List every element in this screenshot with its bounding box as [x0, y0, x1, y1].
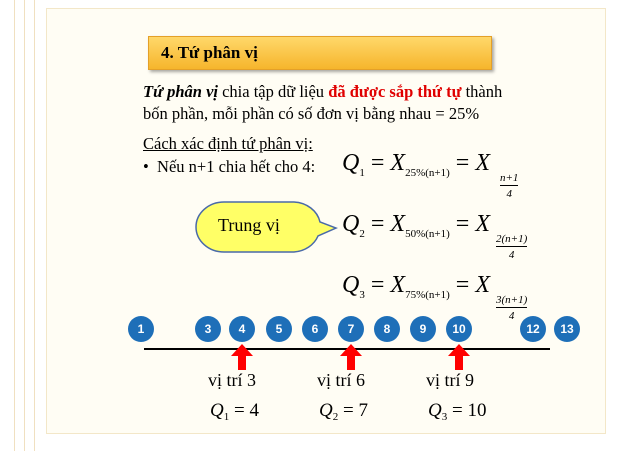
frac-num: 2(n+1) — [496, 233, 528, 245]
number-circle: 13 — [554, 316, 580, 342]
quartile-value — [210, 400, 259, 423]
position-label: vị trí 9 — [426, 370, 474, 390]
number-circle: 12 — [520, 316, 546, 342]
intro-line-2: bốn phần, mỗi phần có số đơn vị bằng nhau = 25% — [143, 104, 480, 123]
q-value: = 7 — [342, 400, 368, 421]
number-circle: 5 — [266, 316, 292, 342]
number-circle: 9 — [410, 316, 436, 342]
formula-q-sub: 3 — [359, 289, 365, 301]
frac-num: n+1 — [500, 172, 519, 184]
q-sub: 2 — [332, 411, 339, 423]
term: Tứ phân vị — [143, 82, 218, 101]
callout-text: Trung vị — [218, 215, 280, 235]
frac-num: 3(n+1) — [496, 294, 528, 306]
up-arrow-icon — [231, 344, 253, 370]
slide-title-box — [148, 36, 492, 70]
decor-line — [24, 0, 25, 451]
formula-x-sub: 25%(n+1) — [405, 167, 450, 179]
intro-text: chia tập dữ liệu — [217, 82, 329, 101]
number-circle: 10 — [446, 316, 472, 342]
formula-q: Q — [342, 211, 360, 237]
q-sub: 3 — [441, 411, 448, 423]
up-arrow-icon — [340, 344, 362, 370]
formula-q: Q — [342, 150, 360, 176]
fraction-q1 — [500, 172, 518, 200]
formula-q-sub: 2 — [359, 228, 365, 240]
frac-den: 4 — [508, 310, 515, 322]
q-symbol: Q — [210, 400, 224, 421]
q-value: = 10 — [451, 400, 487, 421]
slide-title: 4. Tứ phân vị — [161, 43, 258, 62]
method-heading: Cách xác định tứ phân vị: — [143, 134, 313, 153]
up-arrow-icon — [448, 344, 470, 370]
position-label: vị trí 6 — [317, 370, 365, 390]
position-label: vị trí 3 — [208, 370, 256, 390]
frac-den: 4 — [508, 249, 515, 261]
q-symbol: Q — [428, 400, 442, 421]
quartile-value — [319, 400, 368, 423]
decor-line — [14, 0, 15, 451]
number-circle: 6 — [302, 316, 328, 342]
number-circle: 4 — [229, 316, 255, 342]
formula-q-sub: 1 — [359, 167, 365, 179]
frac-den: 4 — [506, 188, 512, 200]
q-symbol: Q — [319, 400, 333, 421]
bullet-item: • Nếu n+1 chia hết cho 4: — [143, 157, 316, 176]
q-value: = 4 — [233, 400, 259, 421]
number-circle: 8 — [374, 316, 400, 342]
intro-line-1 — [143, 82, 502, 102]
bullet-text: Nếu n+1 chia hết cho 4: — [157, 157, 316, 176]
quartile-value — [428, 400, 486, 423]
formula-x-sub: 75%(n+1) — [405, 289, 450, 301]
formula-q1: $Q_1 = X_{25\%(n+1)} = X$ — [342, 150, 490, 179]
formula-q3: $Q_3 = X_{75\%(n+1)} = X$ — [342, 272, 490, 301]
number-circle: 7 — [338, 316, 364, 342]
number-circle: 3 — [195, 316, 221, 342]
formula-x-sub: 50%(n+1) — [405, 228, 450, 240]
q-sub: 1 — [223, 411, 230, 423]
decor-line — [34, 0, 35, 451]
formula-q2: $Q_2 = X_{50\%(n+1)} = X$ — [342, 211, 490, 240]
highlight-text: đã được sắp thứ tự — [328, 82, 462, 101]
fraction-q2 — [496, 233, 527, 261]
number-circle: 1 — [128, 316, 154, 342]
fraction-q3 — [496, 294, 527, 322]
intro-text-end: thành — [461, 82, 503, 101]
formula-q: Q — [342, 272, 360, 298]
